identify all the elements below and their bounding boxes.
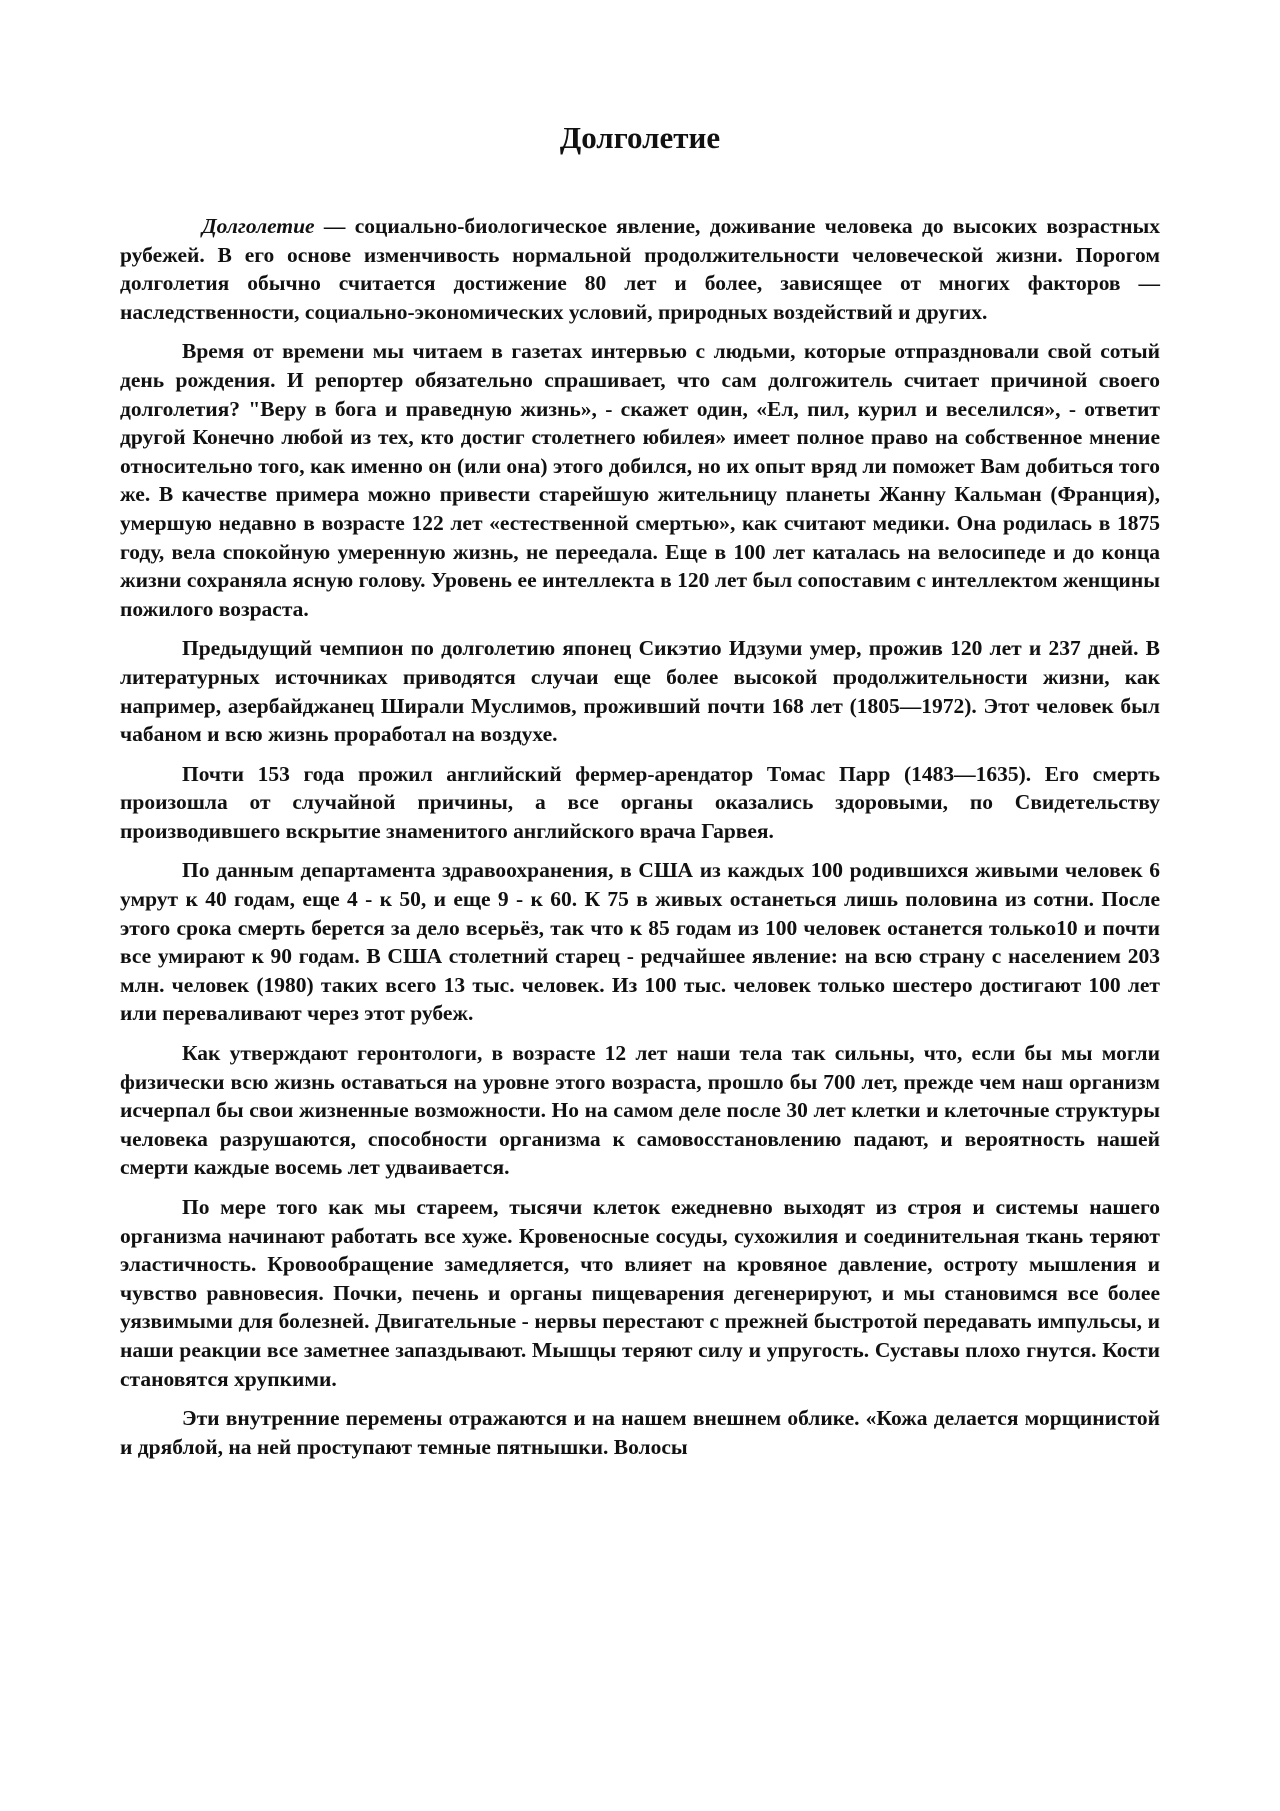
paragraph-interviews: Время от времени мы читаем в газетах интервью с людьми, которые отпраздновали свой сотый день рождения. И репортер обязательно спрашивает, что сам долгожитель считает причиной своего долголетия? "Веру в бога и праведную жизнь», - скажет один, «Ел, пил, курил и веселился», - ответит другой Конечно любой из тех, кто достиг столетнего юбилея» имеет полное право на собственное мнение относительно того, как именно он (или она) этого добился, но их опыт вряд ли поможет Вам добиться того же. В качестве примера можно привести старейшую жительницу планеты Жанну Кальман (Франция), умершую недавно в возрасте 122 лет «естественной смертью», как считают медики. Она родилась в 1875 году, вела спокойную умеренную жизнь, не переедала. Еще в 100 лет каталась на велосипеде и до конца жизни сохраняла ясную голову. Уровень ее интеллекта в 120 лет был сопоставим с интеллектом женщины пожилого возраста.	[120, 339, 1160, 621]
document-body	[120, 212, 1160, 1472]
document-title: Долголетие	[559, 120, 721, 155]
paragraph-aging-cells: По мере того как мы стареем, тысячи клеток ежедневно выходят из строя и системы нашего организма начинают работать все хуже. Кровеносные сосуды, сухожилия и соединительная ткань теряют эластичность. Кровообращение замедляется, что влияет на кровяное давление, остроту мышления и чувство равновесия. Почки, печень и органы пищеварения дегенерируют, и мы становимся все более уязвимыми для болезней. Двигательные - нервы перестают с прежней быстротой передавать импульсы, и наши реакции все заметнее запаздывают. Мышцы теряют силу и упругость. Суставы плохо гнутся. Кости становятся хрупкими.	[120, 1195, 1160, 1391]
paragraph-definition	[120, 212, 1160, 326]
paragraph-external-changes: Эти внутренние перемены отражаются и на нашем внешнем облике. «Кожа делается морщинистой и дряблой, на ней проступают темные пятнышки. Волосы	[120, 1406, 1160, 1459]
paragraph-thomas-parr: Почти 153 года прожил английский фермер-арендатор Томас Парр (1483—1635). Его смерть произошла от случайной причины, а все органы оказались здоровыми, по Свидетельству производившего вскрытие знаменитого английского врача Гарвея.	[120, 761, 1160, 843]
defined-term: Долголетие	[202, 214, 315, 238]
paragraph-gerontologists: Как утверждают геронтологи, в возрасте 12 лет наши тела так сильны, что, если бы мы могли физически всю жизнь оставаться на уровне этого возраста, прошло бы 700 лет, прежде чем наш организм исчерпал бы свои жизненные возможности. Но на самом деле после 30 лет клетки и клеточные структуры человека разрушаются, способности организма к самовосстановлению падают, и вероятность нашей смерти каждые восемь лет удваивается.	[120, 1041, 1160, 1180]
paragraph-text: — социально-биологическое явление, доживание человека до высоких возрастных рубежей. В его основе изменчивость нормальной продолжительности человеческой жизни. Порогом долголетия обычно считается достижение 80 лет и более, зависящее от многих факторов — наследственности, социально-экономических условий, природных воздействий и других.	[120, 214, 1160, 324]
paragraph-usa-statistics: По данным департамента здравоохранения, в США из каждых 100 родившихся живыми человек 6 умрут к 40 годам, еще 4 - к 50, и еще 9 - к 60. К 75 в живых останеться лишь половина из сотни. После этого срока смерть берется за дело всерьёз, так что к 85 годам из 100 человек останется только10 и почти все умирают к 90 годам. В США столетний старец - редчайшее явление: на всю страну с населением 203 млн. человек (1980) таких всего 13 тыс. человек. Из 100 тыс. человек только шестеро достигают 100 лет или переваливают через этот рубеж.	[120, 858, 1160, 1026]
paragraph-previous-champion: Предыдущий чемпион по долголетию японец Сикэтио Идзуми умер, прожив 120 лет и 237 дней. В литературных источниках приводятся случаи еще более высокой продолжительности жизни, как например, азербайджанец Ширали Муслимов, проживший почти 168 лет (1805—1972). Этот человек был чабаном и всю жизнь проработал на воздухе.	[120, 636, 1160, 747]
